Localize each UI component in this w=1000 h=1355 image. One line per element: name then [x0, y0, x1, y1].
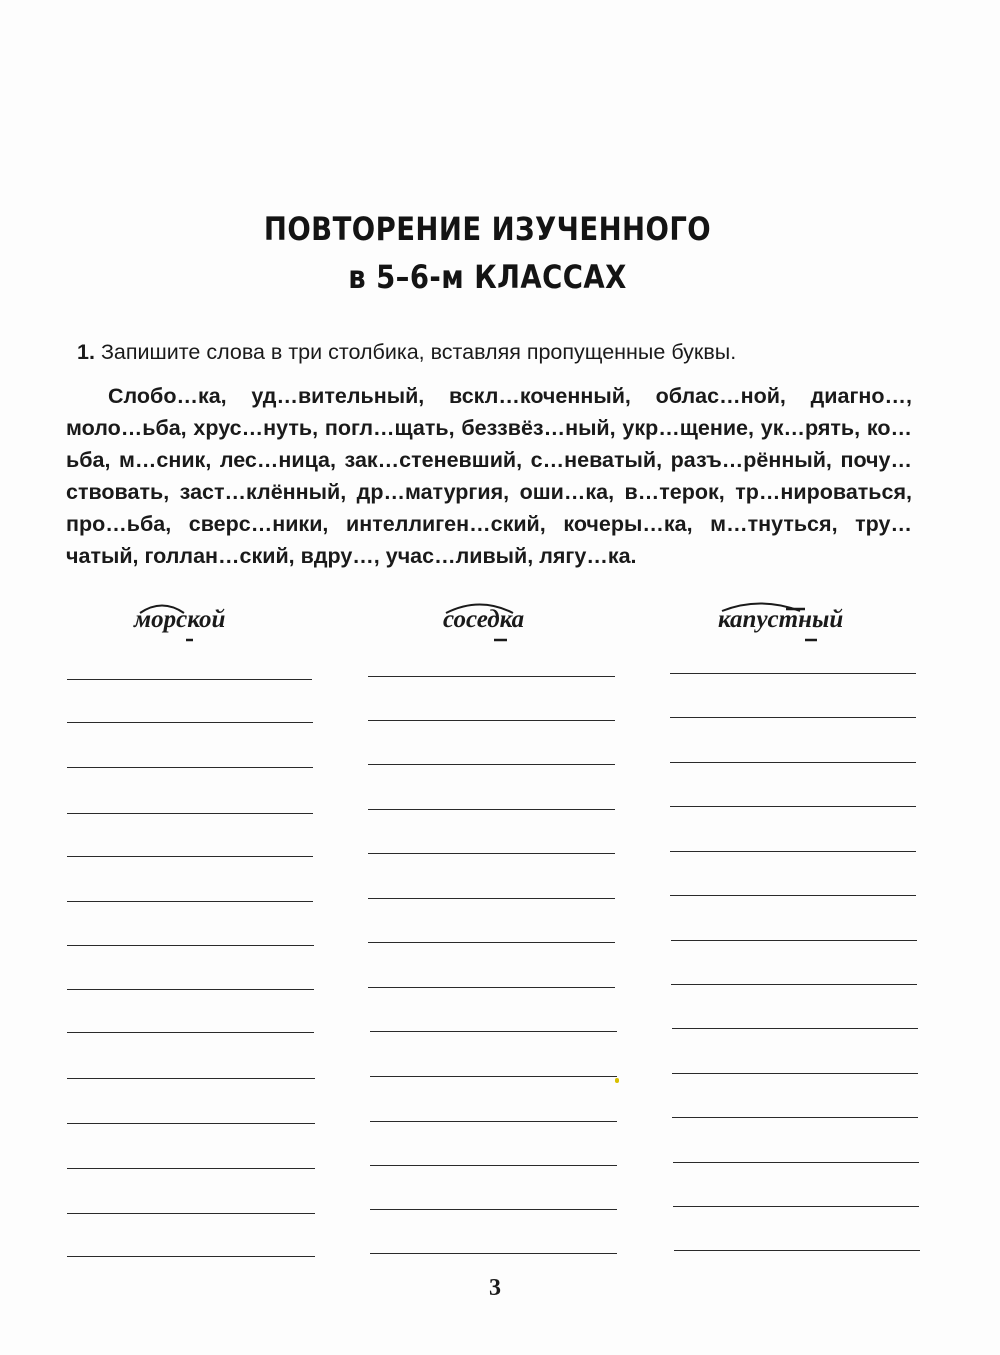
writing-line[interactable]: [67, 722, 313, 723]
column-heading-1: морской: [134, 606, 226, 633]
page-number: 3: [489, 1275, 501, 1301]
writing-line[interactable]: [67, 856, 313, 857]
writing-line[interactable]: [672, 1117, 918, 1118]
task-instruction: [77, 340, 736, 365]
writing-line[interactable]: [368, 942, 615, 943]
writing-line[interactable]: [67, 901, 313, 902]
writing-line[interactable]: [674, 1250, 920, 1251]
writing-line[interactable]: [67, 1032, 314, 1033]
page-title: ПОВТОРЕНИЕ ИЗУЧЕННОГО: [263, 210, 712, 248]
writing-line[interactable]: [673, 1162, 919, 1163]
writing-line[interactable]: [370, 1076, 617, 1077]
writing-line[interactable]: [670, 851, 916, 852]
writing-line[interactable]: [670, 895, 916, 896]
writing-line[interactable]: [368, 809, 615, 810]
writing-line[interactable]: [368, 720, 615, 721]
writing-line[interactable]: [67, 679, 312, 680]
writing-line[interactable]: [67, 1168, 315, 1169]
writing-line[interactable]: [67, 989, 314, 990]
writing-line[interactable]: [370, 1121, 617, 1122]
writing-line[interactable]: [671, 940, 917, 941]
writing-line[interactable]: [670, 806, 916, 807]
column-heading-2: соседка: [443, 606, 525, 633]
writing-line[interactable]: [368, 898, 615, 899]
writing-line[interactable]: [67, 945, 314, 946]
writing-line[interactable]: [368, 764, 615, 765]
task-word-list: Слобо…ка, уд…вительный, вскл…коченный, облас…ной, диагно…, моло…ьба, хрус…нуть, погл…щать, беззвёз…ный, укр…щение, ук…рять, ко…ьба, м…сник, лес…ница, зак…стеневший, с…неватый, разъ…рённый, почу…ствовать, заст…клённый, др…матургия, оши…ка, в…терок, тр…нироваться, про…ьба, сверс…ники, интеллиген…ский, кочеры…ка, м…тнуться, тру…чатый, голлан…ский, вдру…, учас…ливый, лягу…ка.: [66, 384, 912, 568]
print-speck: [615, 1078, 619, 1083]
writing-line[interactable]: [370, 1253, 617, 1254]
writing-line[interactable]: [370, 1031, 617, 1032]
page-subtitle: в 5–6-м КЛАССАХ: [348, 258, 627, 296]
writing-line[interactable]: [67, 1123, 315, 1124]
writing-line[interactable]: [368, 676, 615, 677]
writing-line[interactable]: [670, 717, 916, 718]
task-number: 1.: [77, 340, 95, 364]
writing-line[interactable]: [673, 1206, 919, 1207]
writing-line[interactable]: [67, 1213, 315, 1214]
writing-line[interactable]: [671, 984, 917, 985]
writing-line[interactable]: [370, 1209, 617, 1210]
writing-line[interactable]: [672, 1073, 918, 1074]
writing-line[interactable]: [670, 762, 916, 763]
writing-line[interactable]: [670, 673, 916, 674]
writing-line[interactable]: [67, 767, 313, 768]
writing-line[interactable]: [368, 853, 615, 854]
writing-line[interactable]: [67, 1078, 315, 1079]
writing-line[interactable]: [67, 1256, 315, 1257]
column-heading-3: капустный: [718, 606, 844, 633]
writing-line[interactable]: [368, 987, 615, 988]
task-instruction-text: Запишите слова в три столбика, вставляя пропущенные буквы.: [100, 340, 737, 364]
writing-line[interactable]: [370, 1165, 617, 1166]
writing-line[interactable]: [67, 813, 313, 814]
writing-line[interactable]: [672, 1028, 918, 1029]
